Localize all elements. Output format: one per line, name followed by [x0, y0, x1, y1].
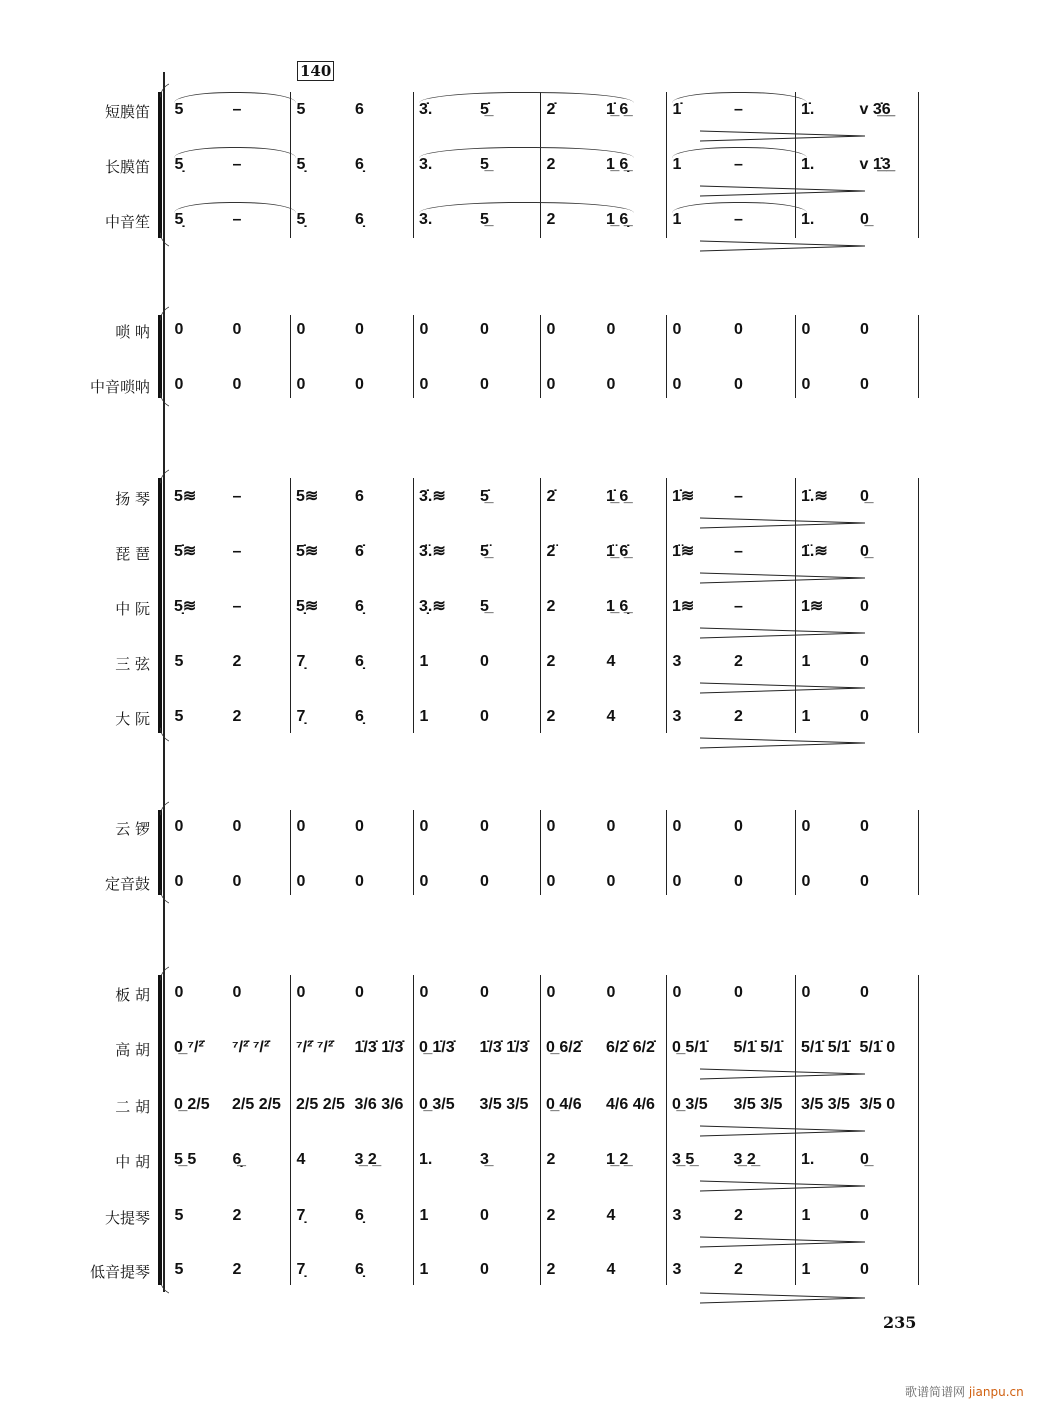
- note: 0: [734, 818, 743, 835]
- note: 0: [672, 873, 682, 890]
- barline: [795, 810, 796, 895]
- note: 1.: [419, 1151, 433, 1168]
- slur: [174, 147, 296, 158]
- note: 1̲̇ 6̲: [606, 101, 629, 118]
- note: 3̇.≋: [419, 488, 446, 505]
- note: 0̲ 4/6: [546, 1096, 582, 1113]
- decrescendo-hairpin: [700, 682, 865, 694]
- note: 1: [672, 211, 682, 228]
- note: 2: [546, 708, 556, 725]
- note: 6̲̣: [232, 1151, 242, 1168]
- instrument-label: 中音笙: [104, 213, 150, 231]
- note: 1: [801, 1261, 811, 1278]
- instrument-label: 短膜笛: [104, 103, 150, 121]
- note: 0: [232, 321, 242, 338]
- note: 1: [419, 1207, 429, 1224]
- note: 0: [606, 376, 616, 393]
- note: 5: [174, 1261, 184, 1278]
- instrument-label: 定音鼓: [104, 875, 150, 893]
- note: 2: [232, 708, 242, 725]
- note: 0: [296, 818, 306, 835]
- note: 6̣: [355, 598, 364, 615]
- note: 6̣: [355, 653, 364, 670]
- barline: [413, 810, 414, 895]
- note: 1̈≋: [672, 543, 695, 560]
- decrescendo-hairpin: [700, 1068, 865, 1080]
- barline: [540, 315, 541, 398]
- watermark: [905, 1383, 1024, 1400]
- note: 5̇≋: [174, 543, 197, 560]
- note: 7̣: [296, 1261, 306, 1278]
- note: 0: [480, 984, 489, 1001]
- note: 0: [355, 984, 364, 1001]
- note: 0: [480, 653, 489, 670]
- slur: [672, 202, 807, 213]
- note: 0: [232, 873, 242, 890]
- note: 1: [801, 653, 811, 670]
- instrument-label: 扬 琴: [115, 490, 150, 508]
- note: 6: [355, 101, 364, 118]
- note: 1̲ 6̲̣: [606, 211, 629, 228]
- note: 5: [174, 708, 184, 725]
- note: 0: [606, 818, 616, 835]
- note: 1: [419, 653, 429, 670]
- note: –: [734, 101, 743, 118]
- note: –: [734, 211, 743, 228]
- note: 0: [355, 818, 364, 835]
- watermark-text: 歌谱简谱网: [905, 1385, 966, 1399]
- note: 0: [174, 376, 184, 393]
- note: 4/6 4/6: [606, 1096, 655, 1113]
- group-bracket: [158, 92, 162, 238]
- note: 0: [419, 818, 429, 835]
- note: 1̲ 2̲: [606, 1151, 629, 1168]
- note: –: [232, 211, 242, 228]
- note: 5̇≋: [296, 543, 319, 560]
- decrescendo-hairpin: [700, 1236, 865, 1248]
- note: 0̲ 3/5: [672, 1096, 708, 1113]
- note: 3/5 3/5: [479, 1096, 529, 1113]
- note: 5≋: [174, 488, 197, 505]
- decrescendo-hairpin: [700, 130, 865, 142]
- note: 0: [419, 321, 429, 338]
- note: 0: [419, 984, 429, 1001]
- note: 2: [734, 653, 743, 670]
- barline: [413, 92, 414, 238]
- note: 5: [174, 653, 184, 670]
- barline: [290, 975, 291, 1285]
- system-line: [163, 72, 165, 1292]
- barline: [540, 810, 541, 895]
- note: 5̲: [480, 156, 489, 173]
- note: 5̣: [174, 211, 184, 228]
- note: 0: [801, 321, 811, 338]
- decrescendo-hairpin: [700, 185, 865, 197]
- note: 0̲: [860, 1151, 869, 1168]
- note: 4: [296, 1151, 306, 1168]
- note: 0: [174, 818, 184, 835]
- note: 4: [606, 1261, 616, 1278]
- note: –: [734, 543, 743, 560]
- note: 0̲: [860, 488, 869, 505]
- instrument-label: 低音提琴: [89, 1263, 150, 1281]
- barline: [666, 478, 667, 733]
- slur: [174, 202, 296, 213]
- note: 0: [546, 376, 556, 393]
- note: 1̇: [672, 101, 682, 118]
- instrument-label: 琵 琶: [115, 545, 150, 563]
- note: 3: [672, 653, 682, 670]
- barline: [290, 478, 291, 733]
- decrescendo-hairpin: [700, 1125, 865, 1137]
- note: 0̲ 3/5: [419, 1096, 455, 1113]
- note: 0: [860, 321, 869, 338]
- note: 1̇/3̇ 1̇/3̇: [354, 1039, 404, 1056]
- note: 1̇≋: [672, 488, 695, 505]
- note: v 3̲̲̇6̲̲: [859, 101, 891, 118]
- note: 5̲: [480, 211, 489, 228]
- note: 0̲ ⁷/²̇: [174, 1039, 204, 1056]
- note: 0: [860, 1207, 869, 1224]
- note: 0̲ 1̇/3̇: [419, 1039, 455, 1056]
- instrument-label: 唢 呐: [115, 323, 150, 341]
- barline: [918, 478, 919, 733]
- note: 5̣: [174, 156, 184, 173]
- note: 7̣: [296, 1207, 306, 1224]
- barline: [666, 810, 667, 895]
- note: 5/1̇ 0: [859, 1039, 896, 1056]
- note: 3̇.: [419, 101, 433, 118]
- note: 0: [419, 873, 429, 890]
- note: 0: [606, 873, 616, 890]
- note: 6̣: [355, 1261, 364, 1278]
- note: 3̲ 2̲: [733, 1151, 756, 1168]
- note: 2: [546, 156, 556, 173]
- note: 0̲: [860, 211, 869, 228]
- slur: [419, 92, 634, 103]
- note: 5/1̇ 5/1̇: [801, 1039, 850, 1056]
- barline: [918, 975, 919, 1285]
- instrument-label: 长膜笛: [104, 158, 150, 176]
- note: –: [734, 488, 743, 505]
- note: 0: [672, 321, 682, 338]
- watermark-url: jianpu.cn: [968, 1385, 1024, 1399]
- note: 1.: [801, 156, 815, 173]
- note: 3̲ 5̲: [672, 1151, 695, 1168]
- note: 6̇: [355, 543, 364, 560]
- note: 2: [232, 1261, 242, 1278]
- note: 1̇.: [801, 101, 815, 118]
- slur: [174, 92, 296, 103]
- note: –: [734, 156, 743, 173]
- note: 0: [232, 818, 242, 835]
- note: 5̲̈: [480, 543, 489, 560]
- barline: [540, 478, 541, 733]
- note: 3̲ 2̲: [354, 1151, 377, 1168]
- note: 1̲̈ 6̲̇: [606, 543, 629, 560]
- note: 0: [860, 873, 869, 890]
- note: 5≋: [296, 488, 319, 505]
- note: 1.: [801, 211, 815, 228]
- note: 0: [296, 984, 306, 1001]
- group-bracket: [158, 975, 162, 1285]
- note: 2̇: [546, 101, 556, 118]
- note: 6/2̇ 6/2̇: [606, 1039, 655, 1056]
- note: 0: [801, 984, 811, 1001]
- note: 0: [480, 1261, 489, 1278]
- note: 3.: [419, 211, 433, 228]
- note: 2: [734, 1207, 743, 1224]
- decrescendo-hairpin: [700, 1292, 865, 1304]
- note: –: [734, 598, 743, 615]
- page-number: 235: [883, 1313, 917, 1332]
- group-bracket: [158, 810, 162, 895]
- note: 2: [546, 1151, 556, 1168]
- barline: [666, 92, 667, 238]
- note: 1̲ 6̲̣: [606, 156, 629, 173]
- note: 2: [546, 598, 556, 615]
- note: 2: [546, 653, 556, 670]
- note: 1: [672, 156, 682, 173]
- note: 1: [801, 708, 811, 725]
- note: –: [232, 101, 242, 118]
- note: 1≋: [672, 598, 695, 615]
- note: 0: [860, 984, 869, 1001]
- note: 0̲ 2/5: [174, 1096, 210, 1113]
- note: 0: [734, 376, 743, 393]
- note: 4: [606, 1207, 616, 1224]
- note: 1: [419, 1261, 429, 1278]
- barline: [666, 975, 667, 1285]
- note: ⁷/²̇ ⁷/²̇: [232, 1039, 270, 1056]
- note: 0: [801, 873, 811, 890]
- barline: [918, 315, 919, 398]
- note: 5̣≋: [174, 598, 197, 615]
- note: –: [232, 488, 242, 505]
- note: 5: [296, 101, 306, 118]
- note: 0: [419, 376, 429, 393]
- barline: [918, 92, 919, 238]
- instrument-label: 中 胡: [115, 1153, 150, 1171]
- note: 0: [480, 708, 489, 725]
- note: 2: [546, 211, 556, 228]
- decrescendo-hairpin: [700, 572, 865, 584]
- note: 7̣: [296, 708, 306, 725]
- note: 0: [546, 873, 556, 890]
- note: 0: [860, 653, 869, 670]
- note: 0: [734, 873, 743, 890]
- note: 3/5 0: [859, 1096, 896, 1113]
- note: 1.: [801, 1151, 815, 1168]
- barline: [290, 92, 291, 238]
- barline: [795, 315, 796, 398]
- note: 1̇/3̇ 1̇/3̇: [479, 1039, 529, 1056]
- note: 0: [801, 376, 811, 393]
- note: 3/5 3/5: [801, 1096, 850, 1113]
- note: 5̣: [296, 211, 306, 228]
- note: 0: [174, 873, 184, 890]
- note: 3̣.≋: [419, 598, 446, 615]
- note: 2/5 2/5: [232, 1096, 281, 1113]
- barline: [918, 810, 919, 895]
- note: 1̇.≋: [801, 488, 828, 505]
- barline: [540, 975, 541, 1285]
- note: 6̣: [355, 708, 364, 725]
- instrument-label: 中音唢呐: [89, 378, 150, 396]
- note: 0: [860, 376, 869, 393]
- note: 0: [860, 708, 869, 725]
- note: 2: [232, 653, 242, 670]
- note: 0: [672, 818, 682, 835]
- note: 1: [419, 708, 429, 725]
- group-bracket: [158, 315, 162, 398]
- decrescendo-hairpin: [700, 737, 865, 749]
- note: 6: [355, 488, 364, 505]
- note: 6̣: [355, 156, 364, 173]
- note: 0: [174, 321, 184, 338]
- note: 0̲: [860, 543, 869, 560]
- group-bracket: [158, 478, 162, 733]
- note: 2/5 2/5: [296, 1096, 345, 1113]
- note: 2: [232, 1207, 242, 1224]
- note: –: [232, 156, 242, 173]
- note: 3̈.≋: [419, 543, 446, 560]
- barline: [290, 315, 291, 398]
- note: ⁷/²̇ ⁷/²̇: [296, 1039, 334, 1056]
- barline: [413, 315, 414, 398]
- note: 0: [232, 376, 242, 393]
- instrument-label: 中 阮: [115, 600, 150, 618]
- note: 0: [480, 376, 489, 393]
- instrument-label: 云 锣: [115, 820, 150, 838]
- note: 5̲ 5: [174, 1151, 197, 1168]
- instrument-label: 高 胡: [115, 1041, 150, 1059]
- instrument-label: 三 弦: [115, 655, 150, 673]
- barline: [413, 478, 414, 733]
- note: 1≋: [801, 598, 824, 615]
- note: 2: [734, 1261, 743, 1278]
- note: 0: [606, 984, 616, 1001]
- note: 3: [672, 1261, 682, 1278]
- note: 0: [734, 984, 743, 1001]
- note: 5̲̇: [480, 488, 489, 505]
- note: 3: [672, 1207, 682, 1224]
- note: 5/1̇ 5/1̇: [733, 1039, 783, 1056]
- rehearsal-mark: 140: [297, 61, 334, 81]
- note: 1̲ 6̲̣: [606, 598, 629, 615]
- note: 0: [546, 321, 556, 338]
- note: 0: [296, 321, 306, 338]
- note: 3: [672, 708, 682, 725]
- note: 0: [546, 818, 556, 835]
- note: 0: [296, 376, 306, 393]
- note: 3/5 3/5: [733, 1096, 783, 1113]
- note: 0: [355, 376, 364, 393]
- instrument-label: 大 阮: [115, 710, 150, 728]
- note: 0: [860, 818, 869, 835]
- note: 3.: [419, 156, 433, 173]
- instrument-label: 二 胡: [115, 1098, 150, 1116]
- note: 0: [480, 321, 489, 338]
- note: 2̈: [546, 543, 556, 560]
- note: 0: [546, 984, 556, 1001]
- note: 0: [480, 818, 489, 835]
- note: 1: [801, 1207, 811, 1224]
- note: 3̲: [480, 1151, 489, 1168]
- note: 0: [734, 321, 743, 338]
- slur: [419, 202, 634, 213]
- decrescendo-hairpin: [700, 517, 865, 529]
- note: 0: [672, 984, 682, 1001]
- note: 6̣: [355, 211, 364, 228]
- note: 0: [480, 1207, 489, 1224]
- note: 5̣≋: [296, 598, 319, 615]
- barline: [413, 975, 414, 1285]
- note: 0̲ 5/1̇: [672, 1039, 708, 1056]
- note: 2: [546, 1261, 556, 1278]
- note: 2̇: [546, 488, 556, 505]
- slur: [672, 92, 807, 103]
- note: 5: [174, 1207, 184, 1224]
- note: –: [232, 598, 242, 615]
- slur: [419, 147, 634, 158]
- barline: [795, 92, 796, 238]
- barline: [666, 315, 667, 398]
- decrescendo-hairpin: [700, 627, 865, 639]
- instrument-label: 大提琴: [104, 1209, 150, 1227]
- note: 0: [860, 1261, 869, 1278]
- note: 4: [606, 653, 616, 670]
- note: 0: [355, 321, 364, 338]
- note: 1̲̇ 6̲: [606, 488, 629, 505]
- note: 2: [546, 1207, 556, 1224]
- note: 3/6 3/6: [354, 1096, 404, 1113]
- decrescendo-hairpin: [700, 1180, 865, 1192]
- decrescendo-hairpin: [700, 240, 865, 252]
- note: 5̲̇: [480, 101, 489, 118]
- note: 0: [801, 818, 811, 835]
- note: –: [232, 543, 242, 560]
- note: 0: [232, 984, 242, 1001]
- barline: [540, 92, 541, 238]
- note: 2: [734, 708, 743, 725]
- note: v 1̲̲̇3̲̲: [859, 156, 891, 173]
- note: 0: [296, 873, 306, 890]
- note: 0: [860, 598, 869, 615]
- note: 5: [174, 101, 184, 118]
- note: 5̲: [480, 598, 489, 615]
- barline: [290, 810, 291, 895]
- note: 0: [672, 376, 682, 393]
- note: 5̣: [296, 156, 306, 173]
- note: 0: [355, 873, 364, 890]
- note: 0: [480, 873, 489, 890]
- note: 4: [606, 708, 616, 725]
- note: 6̣: [355, 1207, 364, 1224]
- note: 0: [606, 321, 616, 338]
- slur: [672, 147, 807, 158]
- note: 7̣: [296, 653, 306, 670]
- note: 1̈.≋: [801, 543, 828, 560]
- note: 0̲ 6/2̇: [546, 1039, 582, 1056]
- instrument-label: 板 胡: [115, 986, 150, 1004]
- note: 0: [174, 984, 184, 1001]
